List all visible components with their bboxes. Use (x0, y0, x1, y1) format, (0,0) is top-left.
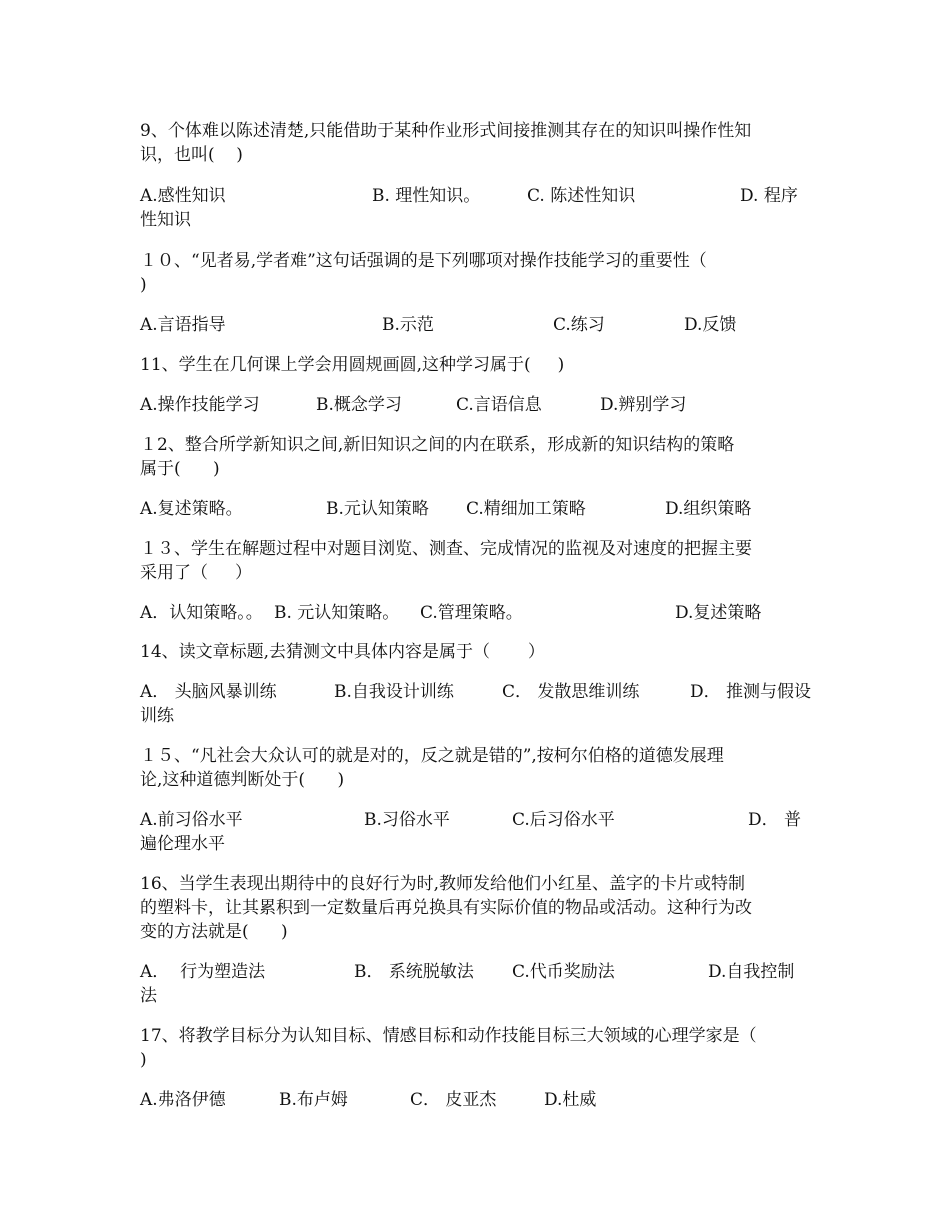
question-11-option-d: D.辨别学习 (600, 395, 687, 415)
question-13-stem-line-1: １３、学生在解题过程中对题目浏览、测查、完成情况的监视及对速度的把握主要 (140, 539, 752, 559)
question-16-option-b: B． 系统脱敏法 (354, 962, 474, 982)
question-12-stem-line-2: 属于( ) (140, 459, 220, 479)
question-12-option-a: A.复述策略。 (140, 499, 243, 519)
question-10-option-d: D.反馈 (684, 315, 737, 335)
question-9-option-d-cont: 性知识 (140, 210, 191, 230)
question-12-option-b: B.元认知策略 (326, 499, 429, 519)
question-10-option-a: A.言语指导 (140, 315, 226, 335)
question-15-option-d-cont: 遍伦理水平 (140, 834, 225, 854)
question-17-option-d: D.杜威 (544, 1090, 597, 1110)
question-17-stem-line-2: ) (140, 1050, 147, 1070)
question-15-option-d: D． 普 (748, 810, 802, 830)
question-13-option-b: B. 元认知策略。 (274, 603, 400, 623)
question-17-option-c: C． 皮亚杰 (410, 1090, 497, 1110)
question-14-option-d: D． 推测与假设 (690, 682, 812, 702)
question-9-stem-line-1: 9、个体难以陈述清楚,只能借助于某种作业形式间接推测其存在的知识叫操作性知 (140, 121, 752, 141)
question-14-option-d-cont: 训练 (140, 706, 174, 726)
question-13-option-d: D.复述策略 (675, 603, 762, 623)
question-17-option-a: A.弗洛伊德 (140, 1090, 226, 1110)
question-12-option-d: D.组织策略 (665, 499, 752, 519)
question-14-option-b: B.自我设计训练 (334, 682, 454, 702)
question-11-option-b: B.概念学习 (316, 395, 402, 415)
question-9-option-c: C. 陈述性知识 (527, 186, 636, 206)
question-13-option-c: C.管理策略。 (420, 603, 523, 623)
question-11-option-a: A.操作技能学习 (140, 395, 260, 415)
question-10-option-b: B.示范 (382, 315, 434, 335)
question-10-option-c: C.练习 (553, 315, 605, 335)
question-15-stem-line-1: １５、“凡社会大众认可的就是对的，反之就是错的”,按柯尔伯格的道德发展理 (140, 746, 724, 766)
question-13-option-a: A．认知策略。。 (140, 603, 263, 623)
question-14-stem-line-1: 14、读文章标题,去猜测文中具体内容是属于（ ） (140, 642, 545, 662)
question-16-stem-line-1: 16、当学生表现出期待中的良好行为时,教师发给他们小红星、盖字的卡片或特制 (140, 874, 746, 894)
question-10-stem-line-2: ) (140, 275, 147, 295)
question-13-stem-line-2: 采用了（ ） (140, 563, 253, 583)
question-9-option-d: D. 程序 (740, 186, 798, 206)
question-12-stem-line-1: １2、整合所学新知识之间,新旧知识之间的内在联系，形成新的知识结构的策略 (140, 435, 735, 455)
question-12-option-c: C.精细加工策略 (466, 499, 586, 519)
question-16-option-a: A． 行为塑造法 (140, 962, 266, 982)
question-11-stem-line-1: 11、学生在几何课上学会用圆规画圆,这种学习属于( ) (140, 355, 565, 375)
question-14-option-a: A． 头脑风暴训练 (140, 682, 277, 702)
question-17-stem-line-1: 17、将教学目标分为认知目标、情感目标和动作技能目标三大领域的心理学家是（ (140, 1026, 757, 1046)
question-16-option-c: C.代币奖励法 (512, 962, 615, 982)
question-16-stem-line-2: 的塑料卡，让其累积到一定数量后再兑换具有实际价值的物品或活动。这种行为改 (140, 898, 752, 918)
question-14-option-c: C． 发散思维训练 (502, 682, 640, 702)
question-15-option-a: A.前习俗水平 (140, 810, 243, 830)
question-16-stem-line-3: 变的方法就是( ) (140, 922, 288, 942)
question-9-option-b: B. 理性知识。 (372, 186, 481, 206)
question-10-stem-line-1: １０、“见者易,学者难”这句话强调的是下列哪项对操作技能学习的重要性（ (140, 251, 707, 271)
question-11-option-c: C.言语信息 (456, 395, 542, 415)
question-17-option-b: B.布卢姆 (279, 1090, 348, 1110)
question-9-stem-line-2: 识，也叫( ) (140, 145, 243, 165)
question-16-option-d-cont: 法 (140, 986, 157, 1006)
question-15-stem-line-2: 论,这种道德判断处于( ) (140, 770, 345, 790)
question-15-option-c: C.后习俗水平 (512, 810, 615, 830)
question-16-option-d: D.自我控制 (708, 962, 795, 982)
question-9-option-a: A.感性知识 (140, 186, 226, 206)
question-15-option-b: B.习俗水平 (364, 810, 450, 830)
